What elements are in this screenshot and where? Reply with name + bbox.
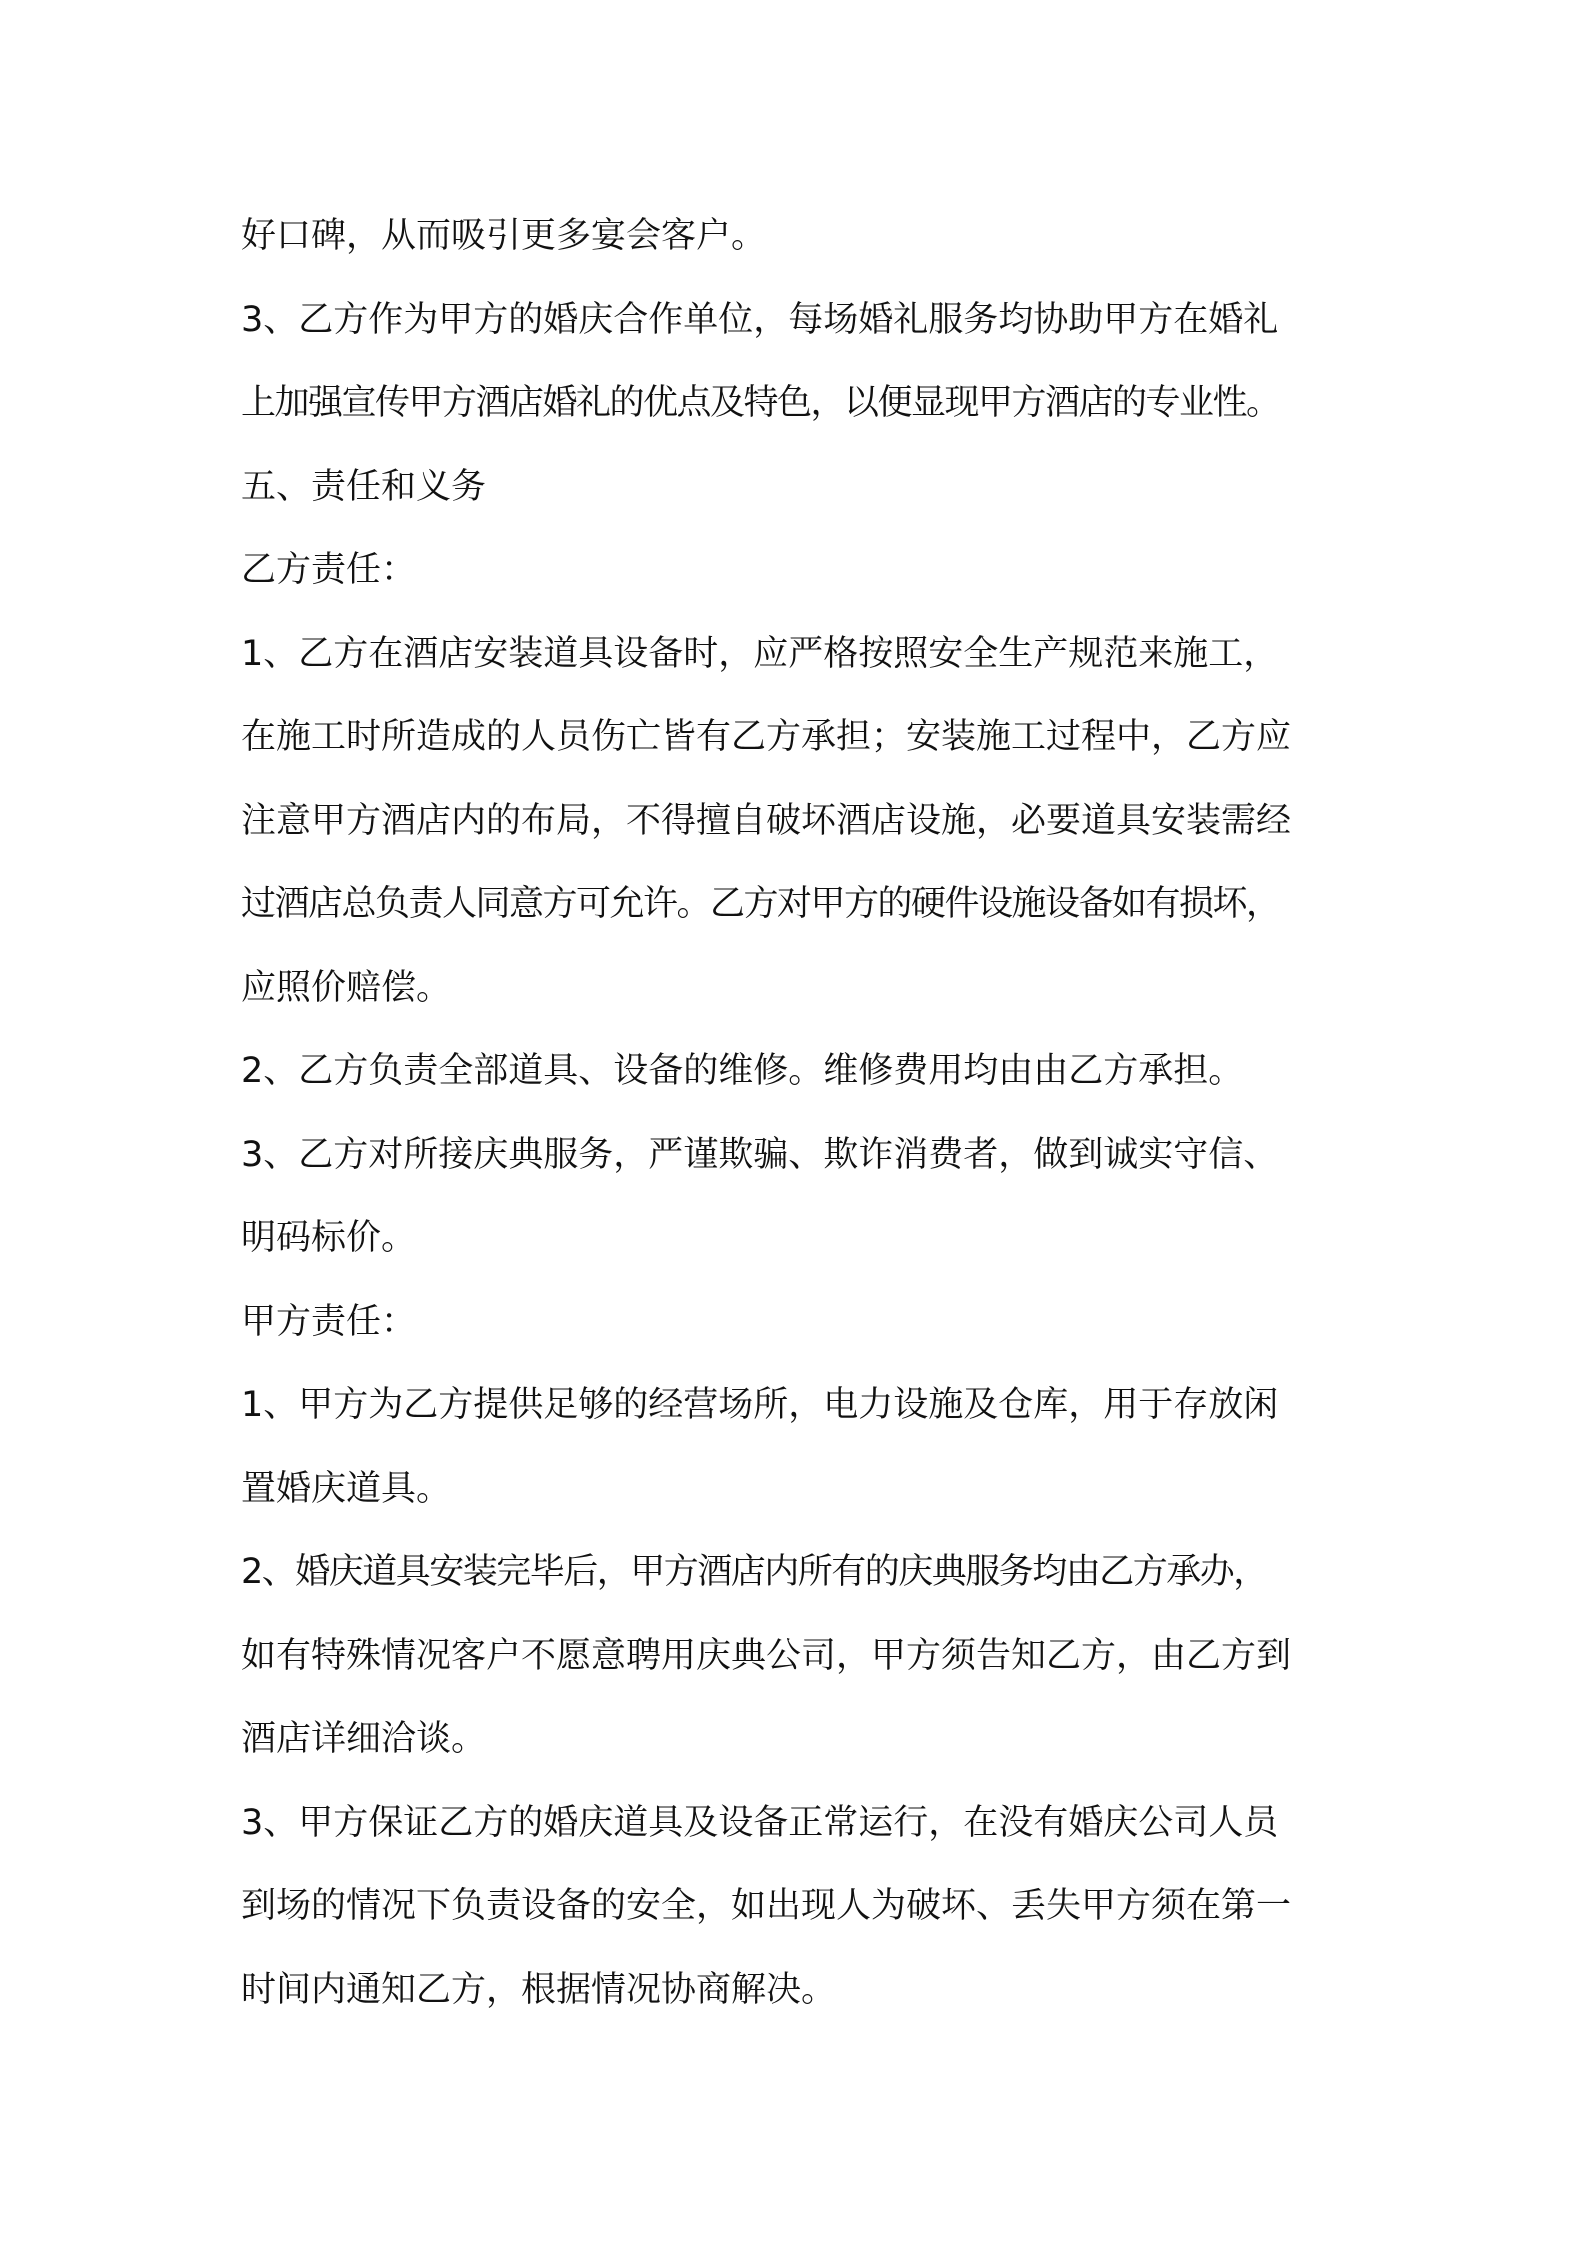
text-line: 2、婚庆道具安装完毕后，甲方酒店内所有的庆典服务均由乙方承办， [241, 1552, 1267, 1592]
text-line: 1、乙方在酒店安装道具设备时，应严格按照安全生产规范来施工， [241, 633, 1279, 674]
text-line: 置婚庆道具。 [241, 1468, 452, 1509]
text-line: 过酒店总负责人同意方可允许。乙方对甲方的硬件设施设备如有损坏， [241, 884, 1280, 924]
section-heading: 五、责任和义务 [241, 466, 487, 507]
text-line: 时间内通知乙方，根据情况协商解决。 [241, 1969, 837, 2010]
text-line: 好口碑，从而吸引更多宴会客户。 [241, 216, 767, 256]
text-line: 3、乙方作为甲方的婚庆合作单位，每场婚礼服务均协助甲方在婚礼 [241, 299, 1279, 340]
text-line: 应照价赔偿。 [241, 967, 452, 1008]
text-line: 注意甲方酒店内的布局，不得擅自破坏酒店设施，必要道具安装需经 [241, 800, 1292, 841]
text-line: 2、乙方负责全部道具、设备的维修。维修费用均由由乙方承担。 [241, 1051, 1244, 1091]
text-line: 在施工时所造成的人员伤亡皆有乙方承担；安装施工过程中，乙方应 [241, 717, 1292, 757]
text-line: 酒店详细洽谈。 [241, 1719, 487, 1759]
text-line: 如有特殊情况客户不愿意聘用庆典公司，甲方须告知乙方，由乙方到 [241, 1635, 1292, 1676]
text-line: 1、甲方为乙方提供足够的经营场所，电力设施及仓库，用于存放闲 [241, 1385, 1279, 1425]
text-line: 明码标价。 [241, 1218, 417, 1258]
subsection-heading: 甲方责任： [241, 1301, 417, 1342]
text-line: 3、甲方保证乙方的婚庆道具及设备正常运行，在没有婚庆公司人员 [241, 1802, 1279, 1843]
text-line: 上加强宣传甲方酒店婚礼的优点及特色，以便显现甲方酒店的专业性。 [241, 383, 1280, 423]
text-line: 到场的情况下负责设备的安全，如出现人为破坏、丢失甲方须在第一 [241, 1886, 1292, 1926]
document-body [241, 195, 1381, 2032]
subsection-heading: 乙方责任： [241, 550, 417, 590]
text-line: 3、乙方对所接庆典服务，严谨欺骗、欺诈消费者，做到诚实守信、 [241, 1134, 1279, 1175]
